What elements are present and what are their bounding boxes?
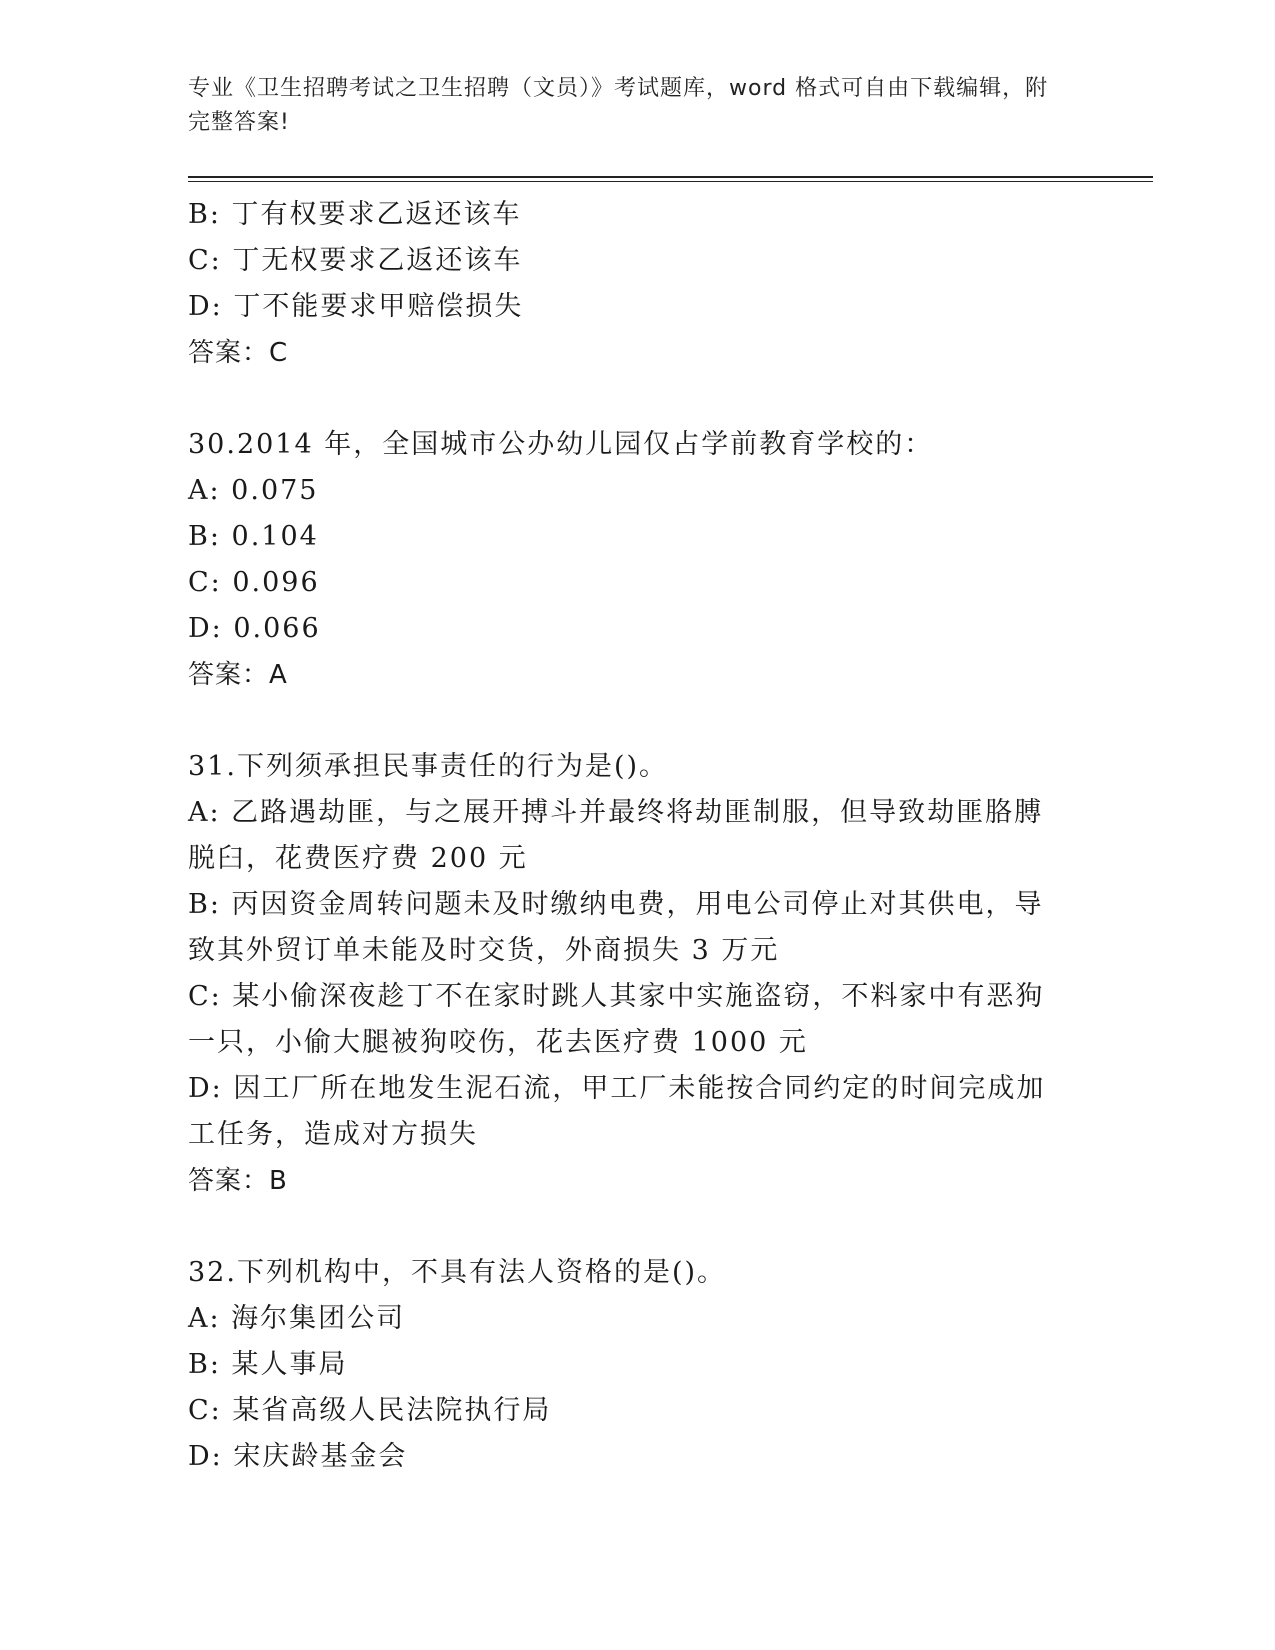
- option-d: D: 0.066: [188, 613, 321, 644]
- document-header: 专业《卫生招聘考试之卫生招聘（文员）》考试题库，word 格式可自由下载编辑，附完整答案!: [188, 76, 1049, 135]
- option-c: C: 0.096: [188, 567, 320, 598]
- answer-line: 答案：C: [188, 338, 289, 368]
- question-31: [188, 744, 1068, 1204]
- option-c: C: 某小偷深夜趁丁不在家时跳人其家中实施盗窃，不料家中有恶狗一只，小偷大腿被狗咬伤，花去医疗费 1000 元: [188, 981, 1045, 1058]
- question-fragment: [188, 192, 1068, 376]
- header-divider-thick: [188, 176, 1153, 178]
- option-b: B: 丙因资金周转问题未及时缴纳电费，用电公司停止对其供电，导致其外贸订单未能及时交货，外商损失 3 万元: [188, 889, 1044, 966]
- option-c: C: 丁无权要求乙返还该车: [188, 245, 523, 276]
- option-c: C: 某省高级人民法院执行局: [188, 1395, 552, 1426]
- question-30: [188, 422, 1068, 698]
- option-a: A: 海尔集团公司: [188, 1303, 406, 1334]
- option-d: D: 因工厂所在地发生泥石流，甲工厂未能按合同约定的时间完成加工任务，造成对方损失: [188, 1073, 1046, 1150]
- option-a: A: 乙路遇劫匪，与之展开搏斗并最终将劫匪制服，但导致劫匪胳膊脱臼，花费医疗费 200 元: [188, 797, 1044, 874]
- answer-line: 答案：B: [188, 1166, 288, 1196]
- spacer: [188, 1204, 1068, 1250]
- spacer: [188, 698, 1068, 744]
- option-b: B: 某人事局: [188, 1349, 348, 1380]
- header-divider-thin: [188, 181, 1153, 182]
- spacer: [188, 376, 1068, 422]
- question-stem: 31.下列须承担民事责任的行为是()。: [188, 751, 669, 782]
- question-stem: 32.下列机构中，不具有法人资格的是()。: [188, 1257, 727, 1288]
- option-b: B: 0.104: [188, 521, 319, 552]
- question-32: [188, 1250, 1068, 1480]
- option-a: A: 0.075: [188, 475, 319, 506]
- question-stem: 30.2014 年，全国城市公办幼儿园仅占学前教育学校的：: [188, 429, 934, 460]
- option-d: D: 丁不能要求甲赔偿损失: [188, 291, 524, 322]
- answer-line: 答案：A: [188, 660, 288, 690]
- question-content: [188, 192, 1068, 1480]
- option-d: D: 宋庆龄基金会: [188, 1441, 408, 1472]
- option-b: B: 丁有权要求乙返还该车: [188, 199, 522, 230]
